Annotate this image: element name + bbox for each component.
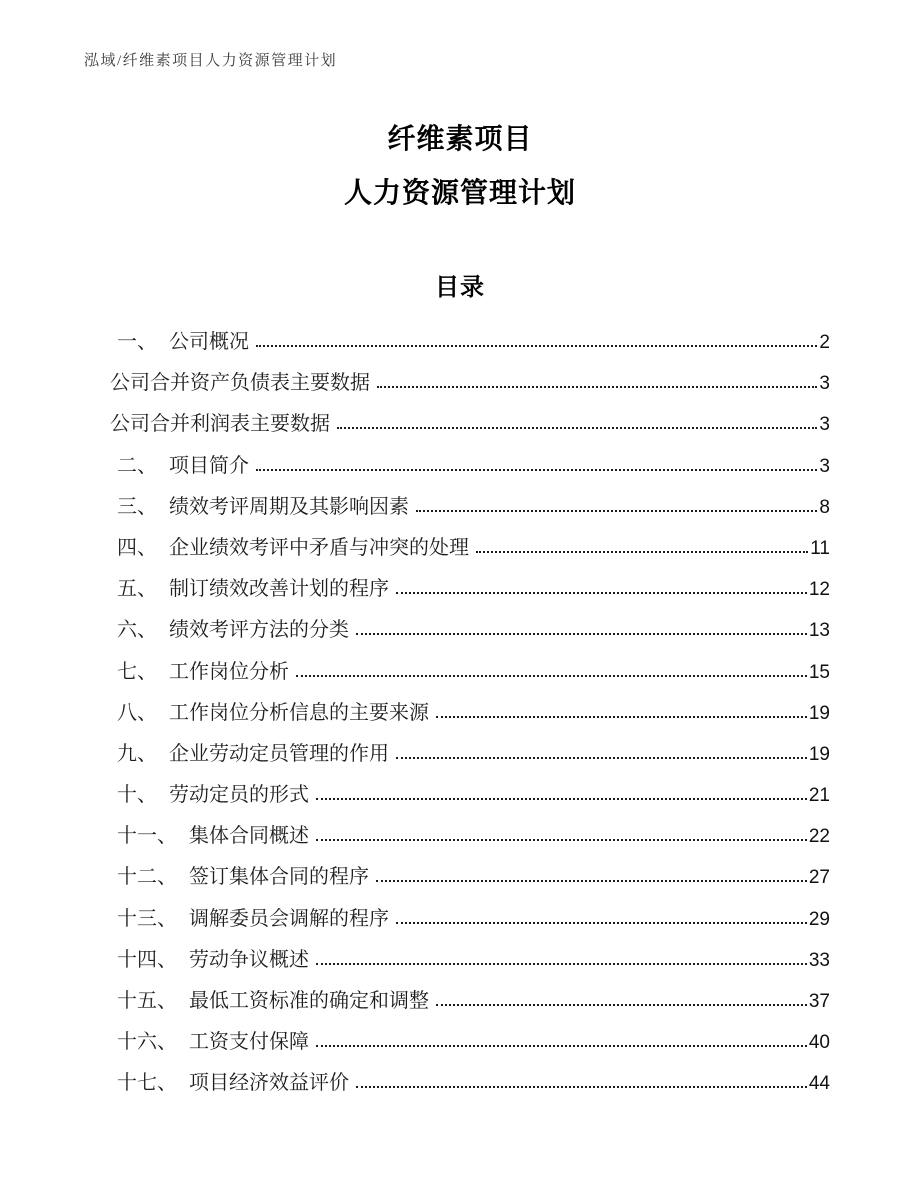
toc-entry-title: 劳动定员的形式 [169,784,309,807]
toc-entry-number: 八、 [117,701,157,724]
toc-list [110,322,830,1105]
toc-entry[interactable] [110,981,830,1022]
toc-entry[interactable] [110,610,830,651]
toc-entry-page: 27 [808,867,830,889]
toc-dot-leader [377,386,817,388]
toc-entry-title: 企业绩效考评中矛盾与冲突的处理 [169,536,469,559]
toc-entry-page: 3 [819,455,830,477]
toc-entry-number: 六、 [117,619,157,642]
toc-entry-title: 公司合并资产负债表主要数据 [110,372,370,395]
toc-entry[interactable] [110,693,830,734]
toc-entry-page: 37 [808,991,830,1012]
toc-entry-number: 十五、 [117,990,177,1012]
toc-entry-title: 最低工资标准的确定和调整 [189,990,429,1012]
toc-entry[interactable] [110,528,830,569]
toc-entry-number: 十四、 [117,948,177,971]
toc-dot-leader [337,427,817,429]
toc-dot-leader [316,839,807,841]
toc-entry[interactable] [110,652,830,693]
toc-entry-page: 3 [819,373,830,395]
toc-entry[interactable] [110,322,830,363]
toc-dot-leader [436,716,807,718]
toc-entry-title: 工作岗位分析 [169,660,289,683]
toc-entry-number: 十六、 [117,1031,177,1054]
toc-entry-number: 三、 [117,495,157,518]
toc-entry[interactable] [110,487,830,528]
toc-entry-number: 十一、 [117,825,177,848]
document-header: 泓域/纤维素项目人力资源管理计划 [84,53,338,69]
toc-entry-title: 项目经济效益评价 [189,1072,349,1095]
toc-entry-page: 40 [808,1032,830,1054]
toc-entry-title: 公司合并利润表主要数据 [110,413,330,436]
toc-dot-leader [296,675,807,677]
toc-entry-number: 十、 [117,784,157,807]
toc-dot-leader [396,757,807,759]
toc-entry-page: 21 [808,785,830,807]
toc-entry-number: 十二、 [117,866,177,889]
toc-entry-page: 2 [819,332,830,353]
toc-dot-leader [256,469,817,471]
toc-dot-leader [356,1086,807,1088]
toc-entry[interactable] [110,1022,830,1063]
toc-entry-page: 11 [810,537,830,559]
toc-entry[interactable] [110,363,830,404]
toc-entry-page: 19 [808,702,830,724]
toc-entry-page: 44 [808,1073,830,1095]
toc-entry-number: 五、 [117,578,157,601]
toc-entry[interactable] [110,1063,830,1104]
toc-dot-leader [436,1004,807,1006]
toc-entry-title: 项目简介 [169,454,249,477]
toc-entry-page: 33 [808,949,830,971]
toc-entry-title: 工资支付保障 [189,1031,309,1054]
toc-dot-leader [316,798,807,800]
toc-entry-page: 8 [819,496,830,518]
toc-entry[interactable] [110,857,830,898]
toc-entry-title: 制订绩效改善计划的程序 [169,578,389,601]
toc-entry[interactable] [110,446,830,487]
toc-dot-leader [376,880,807,882]
toc-entry-title: 集体合同概述 [189,825,309,848]
toc-entry-number: 四、 [117,536,157,559]
toc-entry[interactable] [110,940,830,981]
toc-entry[interactable] [110,569,830,610]
toc-entry-page: 15 [808,661,830,683]
toc-entry-title: 调解委员会调解的程序 [189,907,389,930]
toc-dot-leader [356,633,807,635]
toc-entry-page: 13 [808,620,830,642]
toc-entry-number: 七、 [117,660,157,683]
toc-entry-number: 十三、 [117,907,177,930]
document-title-line1: 纤维素项目 [387,123,533,154]
toc-entry-title: 企业劳动定员管理的作用 [169,742,389,765]
toc-dot-leader [256,345,817,347]
toc-entry-number: 十七、 [117,1072,177,1095]
toc-dot-leader [476,551,808,553]
toc-dot-leader [396,592,807,594]
toc-heading: 目录 [435,274,485,301]
toc-entry-title: 签订集体合同的程序 [189,866,369,889]
toc-entry[interactable] [110,899,830,940]
toc-entry-title: 绩效考评方法的分类 [169,619,349,642]
toc-dot-leader [316,963,807,965]
toc-entry-title: 绩效考评周期及其影响因素 [169,495,409,518]
toc-entry-number: 九、 [117,742,157,765]
toc-entry[interactable] [110,816,830,857]
document-title-line2: 人力资源管理计划 [343,177,576,208]
toc-entry-number: 一、 [117,331,157,353]
toc-entry-page: 3 [819,414,830,436]
toc-entry-title: 工作岗位分析信息的主要来源 [169,701,429,724]
toc-entry-page: 19 [808,743,830,765]
toc-entry-page: 12 [808,579,830,601]
toc-dot-leader [416,510,817,512]
toc-dot-leader [396,922,807,924]
toc-entry-title: 劳动争议概述 [189,948,309,971]
toc-entry[interactable] [110,404,830,445]
toc-entry-page: 29 [808,908,830,930]
toc-entry[interactable] [110,775,830,816]
toc-entry-title: 公司概况 [169,331,249,353]
toc-dot-leader [316,1045,807,1047]
toc-entry-page: 22 [808,826,830,848]
toc-entry[interactable] [110,734,830,775]
toc-entry-number: 二、 [117,454,157,477]
